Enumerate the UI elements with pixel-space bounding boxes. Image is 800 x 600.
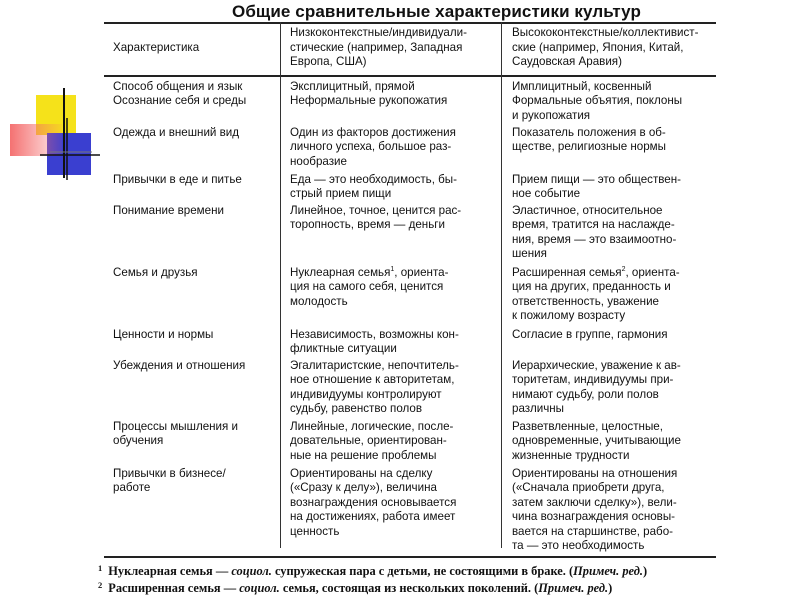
row-8-low-line-1: Линейные, логические, после-: [290, 420, 454, 433]
row-7-char-line-1: Убеждения и отношения: [113, 359, 246, 372]
row-5-low: [290, 266, 448, 309]
footnote-2-pre: Расширенная семья —: [108, 581, 240, 595]
row-2-low-line-1: Один из факторов достижения: [290, 126, 456, 139]
header-characteristic: Характеристика: [113, 41, 200, 54]
row-4-high-line-1: Эластичное, относительное: [512, 204, 663, 217]
row-2-low-line-2: личного успеха, большое раз-: [290, 140, 452, 154]
row-4-characteristic: [113, 204, 224, 218]
row-6-characteristic: [113, 328, 213, 342]
row-7-high-line-4: различны: [512, 402, 564, 416]
footnote-1-mid: супружеская пара с детьми, не состоящими в браке. (: [271, 564, 574, 578]
row-8-high: [512, 420, 681, 463]
row-8-char-line-1: Процессы мышления и: [113, 420, 239, 433]
row-3-high-line-1: Прием пищи — это обществен-: [512, 173, 682, 186]
row-7-characteristic: [113, 359, 245, 373]
row-4-char-line-1: Понимание времени: [113, 204, 224, 217]
row-5-high: [512, 266, 680, 324]
row-9-low-line-5: ценность: [290, 524, 340, 538]
row-5-low-line-3: молодость: [290, 294, 348, 308]
row-1-low-line-2: Неформальные рукопожатия: [290, 94, 448, 108]
row-9-low-line-4: на достижениях, работа имеет: [290, 510, 456, 524]
page-title: Общие сравнительные характеристики культур: [232, 2, 641, 21]
footnote-2-em1: социол.: [239, 581, 280, 595]
row-1-low: [290, 80, 447, 109]
row-7-low-line-1: Эгалитаристские, непочтитель-: [290, 359, 459, 372]
row-5-low-line-1: [290, 266, 448, 280]
row-4-high-line-3: ния, время — это взаимоотно-: [512, 232, 677, 246]
row-3-low-line-2: стрый прием пищи: [290, 187, 392, 201]
row-8-low-line-2: довательные, ориентирован-: [290, 434, 447, 448]
row-8-high-line-1: Разветвленные, целостные,: [512, 420, 663, 433]
row-6-low-line-1: Независимость, возможны кон-: [290, 328, 459, 341]
header-high-line-2: ские (например, Япония, Китай,: [512, 40, 684, 54]
row-4-low-line-2: торопность, время — деньги: [290, 218, 445, 232]
header-high-line-1: Высококонтекстные/коллективист-: [512, 26, 699, 39]
table-top-rule: [104, 22, 716, 24]
row-2-high-line-2: ществе, религиозные нормы: [512, 140, 666, 154]
row-6-low: [290, 328, 459, 357]
row-6-high-line-1: Согласие в группе, гармония: [512, 328, 668, 341]
column-divider-1: [280, 22, 281, 548]
row-1-low-line-1: Эксплицитный, прямой: [290, 80, 415, 93]
row-8-low: [290, 420, 453, 463]
row-4-high: [512, 204, 676, 262]
row-8-high-line-3: жизненные трудности: [512, 448, 630, 462]
row-7-high: [512, 359, 681, 417]
row-2-characteristic: [113, 126, 239, 140]
row-7-low-line-4: судьбу, равенство полов: [290, 402, 423, 416]
row-4-low: [290, 204, 461, 233]
footnote-1-pre: Нуклеарная семья —: [108, 564, 232, 578]
row-9-high-line-4: чина вознаграждения основы-: [512, 510, 676, 524]
row-9-low-line-1: Ориентированы на сделку: [290, 467, 433, 480]
row-9-characteristic: [113, 467, 226, 496]
row-9-low: [290, 467, 456, 539]
row-1-high-line-2: Формальные объятия, поклоны: [512, 94, 683, 108]
row-9-high-line-1: Ориентированы на отношения: [512, 467, 678, 480]
footnote-1: [98, 563, 647, 579]
row-9-high-line-3: затем заключи сделку»), вели-: [512, 495, 677, 509]
row-6-low-line-2: фликтные ситуации: [290, 342, 397, 356]
row-7-low: [290, 359, 459, 417]
row-1-high-line-1: Имплицитный, косвенный: [512, 80, 652, 93]
header-low-context: [290, 26, 467, 70]
header-high-context: [512, 26, 698, 70]
row-7-low-line-2: ное отношение к авторитетам,: [290, 373, 455, 387]
row-6-char-line-1: Ценности и нормы: [113, 328, 214, 341]
row-2-char-line-1: Одежда и внешний вид: [113, 126, 240, 139]
footnote-1-em1: социол.: [231, 564, 272, 578]
row-5-low-text-a: Нуклеарная семья: [290, 266, 391, 279]
row-4-high-line-2: время, тратится на наслажде-: [512, 218, 675, 232]
row-1-characteristic: [113, 80, 246, 109]
row-2-high-line-1: Показатель положения в об-: [512, 126, 666, 139]
row-1-high-line-3: и рукопожатия: [512, 108, 591, 122]
row-9-high-line-6: та — это необходимость: [512, 539, 645, 553]
footnote-1-number: 1: [98, 563, 103, 573]
header-high-line-3: Саудовская Аравия): [512, 55, 622, 68]
row-2-high: [512, 126, 666, 155]
row-9-high: [512, 467, 677, 553]
header-bottom-rule: [104, 75, 716, 77]
row-5-high-line-2: ция на других, преданность и: [512, 280, 671, 294]
header-low-line-3: Европа, США): [290, 55, 367, 68]
decorative-squares: [0, 0, 100, 190]
row-3-characteristic: [113, 173, 242, 187]
row-7-high-line-3: нимают судьбу, роли полов: [512, 387, 659, 401]
row-9-char-line-1: Привычки в бизнесе/: [113, 467, 226, 480]
row-9-low-line-3: вознаграждения основывается: [290, 495, 457, 509]
row-7-high-line-1: Иерархические, уважение к ав-: [512, 359, 681, 372]
footnote-ref-2: 2: [621, 266, 626, 273]
footnote-2-mid: семья, состоящая из нескольких поколений. (: [279, 581, 539, 595]
row-4-low-line-1: Линейное, точное, ценится рас-: [290, 204, 462, 217]
row-5-char-line-1: Семья и друзья: [113, 266, 198, 279]
row-9-high-line-2: («Сначала приобрети друга,: [512, 481, 665, 495]
row-5-high-line-3: ответственность, уважение: [512, 294, 660, 308]
row-5-low-text-b: , ориента-: [394, 266, 449, 279]
row-2-low: [290, 126, 456, 169]
row-8-high-line-2: одновременные, учитывающие: [512, 434, 681, 448]
footnote-1-post: ): [643, 564, 648, 578]
row-5-characteristic: [113, 266, 198, 280]
red-square: [10, 124, 62, 156]
row-3-high-line-2: ное событие: [512, 187, 581, 201]
row-8-characteristic: [113, 420, 238, 449]
row-5-high-text-b: , ориента-: [625, 266, 680, 279]
row-6-high: [512, 328, 668, 342]
column-divider-2: [501, 22, 502, 548]
footnote-1-em2: Примеч. ред.: [573, 564, 643, 578]
footnote-2: [98, 580, 612, 596]
row-4-high-line-4: шения: [512, 247, 547, 261]
row-9-char-line-2: работе: [113, 481, 151, 495]
row-5-high-line-1: [512, 266, 680, 280]
row-1-high: [512, 80, 682, 123]
header-low-line-2: стические (например, Западная: [290, 40, 463, 54]
row-9-low-line-2: («Сразу к делу»), величина: [290, 481, 437, 495]
row-1-char-line-2: Осознание себя и среды: [113, 94, 247, 108]
row-1-char-line-1: Способ общения и язык: [113, 80, 243, 93]
row-7-high-line-2: торитетам, индивидуумы при-: [512, 373, 674, 387]
row-5-high-line-4: к пожилому возрасту: [512, 309, 626, 323]
row-8-low-line-3: ные на решение проблемы: [290, 448, 437, 462]
footnote-2-number: 2: [98, 580, 103, 590]
row-7-low-line-3: индивидуумы контролируют: [290, 387, 442, 401]
row-5-high-text-a: Расширенная семья: [512, 266, 622, 279]
footnote-2-post: ): [608, 581, 613, 595]
row-3-char-line-1: Привычки в еде и питье: [113, 173, 242, 186]
header-low-line-1: Низкоконтекстные/индивидуали-: [290, 26, 467, 39]
row-5-low-line-2: ция на самого себя, ценится: [290, 280, 444, 294]
row-3-high: [512, 173, 681, 202]
table-bottom-rule: [104, 556, 716, 558]
footnote-ref-1: 1: [390, 266, 395, 273]
row-9-high-line-5: вается на старшинстве, рабо-: [512, 524, 674, 538]
row-2-low-line-3: нообразие: [290, 154, 347, 168]
row-8-char-line-2: обучения: [113, 434, 164, 448]
row-3-low: [290, 173, 457, 202]
footnote-2-em2: Примеч. ред.: [538, 581, 609, 595]
row-3-low-line-1: Еда — это необходимость, бы-: [290, 173, 457, 186]
